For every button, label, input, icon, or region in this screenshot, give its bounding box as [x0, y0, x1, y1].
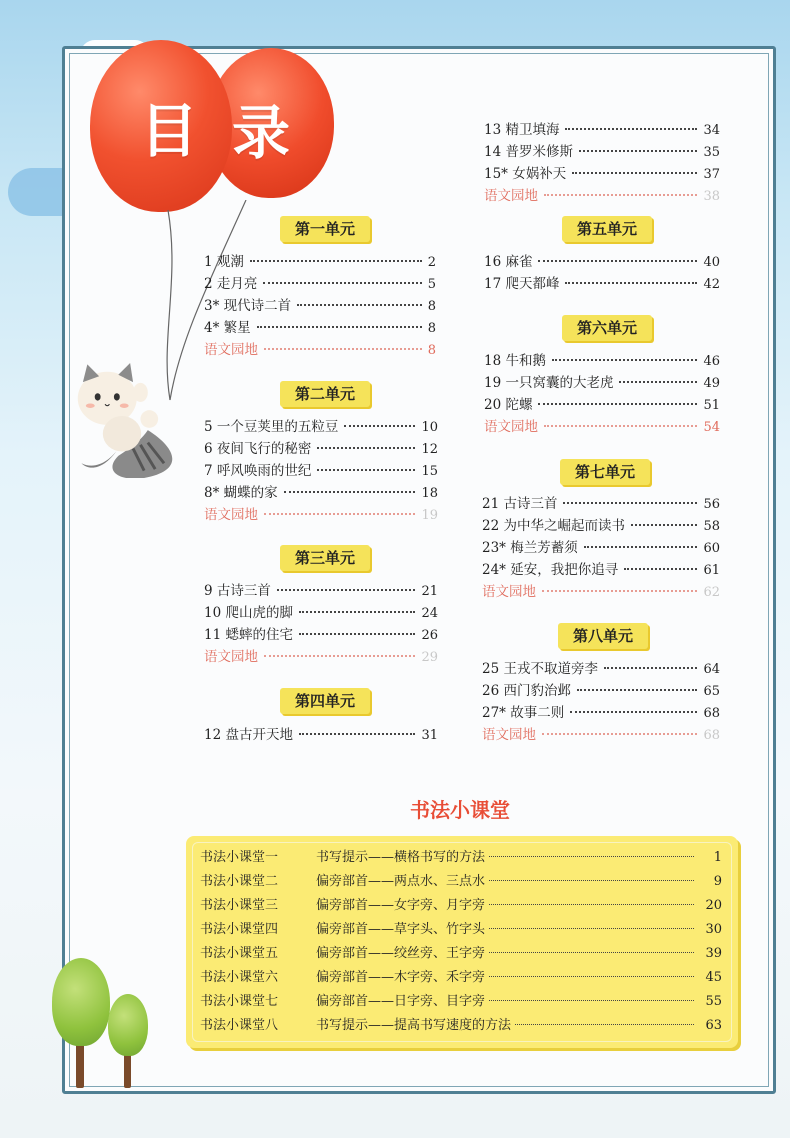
entry-title: 10 爬山虎的脚: [204, 605, 293, 621]
entry-page: 60: [703, 541, 720, 556]
entry-page: 34: [703, 123, 720, 138]
toc-entry[interactable]: [484, 119, 720, 141]
entry-page: 54: [703, 420, 720, 435]
entry-title: 8* 蝴蝶的家: [204, 485, 278, 501]
toc-entry[interactable]: [204, 273, 436, 295]
unit-header: 第八单元: [558, 623, 648, 649]
entry-title: 14 普罗米修斯: [484, 144, 573, 160]
entry-page: 26: [421, 628, 438, 643]
toc-entry-garden[interactable]: [204, 339, 436, 361]
entry-page: 29: [421, 650, 438, 665]
toc-entry[interactable]: [204, 438, 438, 460]
entry-title: 语文园地: [484, 188, 538, 204]
toc-entry[interactable]: [204, 317, 436, 339]
entry-title: 11 蟋蟀的住宅: [204, 627, 293, 643]
unit-header: 第四单元: [280, 688, 370, 714]
toc-entry[interactable]: [204, 416, 438, 438]
entry-page: 42: [703, 277, 720, 292]
calligraphy-row[interactable]: [200, 918, 722, 942]
entry-title: 24* 延安，我把你追寻: [482, 562, 619, 578]
toc-entry[interactable]: [204, 295, 436, 317]
entry-title: 9 古诗三首: [204, 583, 271, 599]
lesson-name: 书法小课堂四: [200, 922, 279, 937]
entry-page: 18: [421, 486, 438, 501]
toc-entry-garden[interactable]: [484, 416, 720, 438]
entry-page: 65: [703, 684, 720, 699]
toc-entry[interactable]: [204, 724, 438, 746]
entry-page: 64: [703, 662, 720, 677]
lesson-name: 书法小课堂八: [200, 1018, 279, 1033]
entry-title: 25 王戎不取道旁李: [482, 661, 598, 677]
calligraphy-row[interactable]: [200, 846, 722, 870]
toc-entry[interactable]: [484, 273, 720, 295]
lesson-name: 书法小课堂六: [200, 970, 279, 985]
entry-title: 23* 梅兰芳蓄须: [482, 540, 578, 556]
entry-page: 58: [703, 519, 720, 534]
entry-page: 46: [703, 354, 720, 369]
toc-entry[interactable]: [482, 515, 720, 537]
entry-page: 12: [421, 442, 438, 457]
lesson-page: 55: [705, 994, 722, 1009]
entry-title: 18 牛和鹅: [484, 353, 546, 369]
toc-entry[interactable]: [482, 658, 720, 680]
unit-header: 第一单元: [280, 216, 370, 242]
lesson-name: 书法小课堂七: [200, 994, 279, 1009]
lesson-page: 1: [713, 850, 722, 865]
entry-title: 15* 女娲补天: [484, 166, 567, 182]
page-title-char: 录: [232, 99, 291, 167]
toc-entry[interactable]: [204, 482, 438, 504]
entry-title: 6 夜间飞行的秘密: [204, 441, 312, 457]
entry-title: 语文园地: [482, 584, 536, 600]
entry-title: 2 走月亮: [204, 276, 258, 292]
toc-entry-garden[interactable]: [484, 185, 720, 207]
toc-entry-garden[interactable]: [204, 504, 438, 526]
entry-title: 语文园地: [484, 419, 538, 435]
lesson-name: 书法小课堂一: [200, 850, 279, 865]
entry-title: 26 西门豹治邺: [482, 683, 571, 699]
entry-title: 19 一只窝囊的大老虎: [484, 375, 614, 391]
entry-page: 5: [427, 277, 436, 292]
calligraphy-panel: [186, 836, 738, 1048]
entry-page: 56: [703, 497, 720, 512]
lesson-page: 63: [705, 1018, 722, 1033]
toc-entry[interactable]: [484, 350, 720, 372]
lesson-desc: 偏旁部首——两点水、三点水: [316, 874, 486, 889]
unit-header: 第七单元: [560, 459, 650, 485]
entry-title: 语文园地: [204, 507, 258, 523]
entry-page: 51: [703, 398, 720, 413]
entry-title: 语文园地: [482, 727, 536, 743]
entry-title: 语文园地: [204, 342, 258, 358]
calligraphy-row[interactable]: [200, 990, 722, 1014]
entry-title: 7 呼风唤雨的世纪: [204, 463, 312, 479]
entry-title: 17 爬天都峰: [484, 276, 560, 292]
unit-header: 第三单元: [280, 545, 370, 571]
toc-entry[interactable]: [204, 602, 438, 624]
calligraphy-row[interactable]: [200, 942, 722, 966]
entry-page: 35: [703, 145, 720, 160]
calligraphy-heading: 书法小课堂: [410, 798, 510, 822]
lesson-desc: 偏旁部首——日字旁、目字旁: [316, 994, 486, 1009]
toc-entry[interactable]: [484, 394, 720, 416]
entry-title: 4* 繁星: [204, 320, 251, 336]
entry-page: 40: [703, 255, 720, 270]
entry-title: 13 精卫填海: [484, 122, 560, 138]
lesson-desc: 书写提示——提高书写速度的方法: [316, 1018, 512, 1033]
lesson-page: 30: [705, 922, 722, 937]
toc-entry[interactable]: [204, 580, 438, 602]
lesson-name: 书法小课堂二: [200, 874, 279, 889]
toc-entry[interactable]: [204, 251, 436, 273]
toc-entry[interactable]: [482, 680, 720, 702]
tree-decoration: [108, 994, 148, 1056]
lesson-desc: 偏旁部首——木字旁、禾字旁: [316, 970, 486, 985]
toc-entry[interactable]: [484, 372, 720, 394]
cat-illustration: [62, 360, 182, 478]
entry-page: 37: [703, 167, 720, 182]
unit-header: 第二单元: [280, 381, 370, 407]
toc-entry[interactable]: [484, 251, 720, 273]
lesson-page: 45: [705, 970, 722, 985]
toc-entry[interactable]: [484, 141, 720, 163]
entry-page: 10: [421, 420, 438, 435]
lesson-desc: 偏旁部首——绞丝旁、王字旁: [316, 946, 486, 961]
lesson-page: 39: [705, 946, 722, 961]
entry-page: 8: [427, 321, 436, 336]
entry-page: 15: [421, 464, 438, 479]
lesson-page: 20: [705, 898, 722, 913]
toc-entry[interactable]: [482, 559, 720, 581]
calligraphy-row[interactable]: [200, 894, 722, 918]
entry-page: 8: [427, 343, 436, 358]
unit-header: 第五单元: [562, 216, 652, 242]
toc-entry[interactable]: [204, 460, 438, 482]
calligraphy-row[interactable]: [200, 1014, 722, 1038]
entry-title: 1 观潮: [204, 254, 244, 270]
toc-entry[interactable]: [482, 537, 720, 559]
entry-page: 61: [703, 563, 720, 578]
entry-page: 21: [421, 584, 438, 599]
entry-title: 20 陀螺: [484, 397, 533, 413]
lesson-page: 9: [713, 874, 722, 889]
entry-title: 语文园地: [204, 649, 258, 665]
calligraphy-row[interactable]: [200, 966, 722, 990]
entry-page: 24: [421, 606, 438, 621]
lesson-desc: 偏旁部首——女字旁、月字旁: [316, 898, 486, 913]
entry-title: 5 一个豆荚里的五粒豆: [204, 419, 339, 435]
entry-page: 62: [703, 585, 720, 600]
tree-decoration: [52, 958, 110, 1046]
calligraphy-row[interactable]: [200, 870, 722, 894]
lesson-name: 书法小课堂五: [200, 946, 279, 961]
toc-entry[interactable]: [482, 493, 720, 515]
entry-title: 3* 现代诗二首: [204, 298, 292, 314]
entry-page: 8: [427, 299, 436, 314]
entry-title: 12 盘古开天地: [204, 727, 293, 743]
toc-entry-garden[interactable]: [204, 646, 438, 668]
toc-entry[interactable]: [484, 163, 720, 185]
entry-page: 49: [703, 376, 720, 391]
toc-entry-garden[interactable]: [482, 724, 720, 746]
entry-page: 31: [421, 728, 438, 743]
lesson-desc: 偏旁部首——草字头、竹字头: [316, 922, 486, 937]
entry-title: 16 麻雀: [484, 254, 533, 270]
entry-title: 22 为中华之崛起而读书: [482, 518, 625, 534]
toc-entry[interactable]: [482, 702, 720, 724]
page-title-char: 目: [140, 97, 199, 165]
unit-header: 第六单元: [562, 315, 652, 341]
lesson-desc: 书写提示——横格书写的方法: [316, 850, 486, 865]
entry-page: 38: [703, 189, 720, 204]
entry-title: 21 古诗三首: [482, 496, 558, 512]
lesson-name: 书法小课堂三: [200, 898, 279, 913]
entry-title: 27* 故事二则: [482, 705, 565, 721]
entry-page: 68: [703, 706, 720, 721]
toc-entry[interactable]: [204, 624, 438, 646]
entry-page: 19: [421, 508, 438, 523]
toc-entry-garden[interactable]: [482, 581, 720, 603]
entry-page: 2: [427, 255, 436, 270]
entry-page: 68: [703, 728, 720, 743]
